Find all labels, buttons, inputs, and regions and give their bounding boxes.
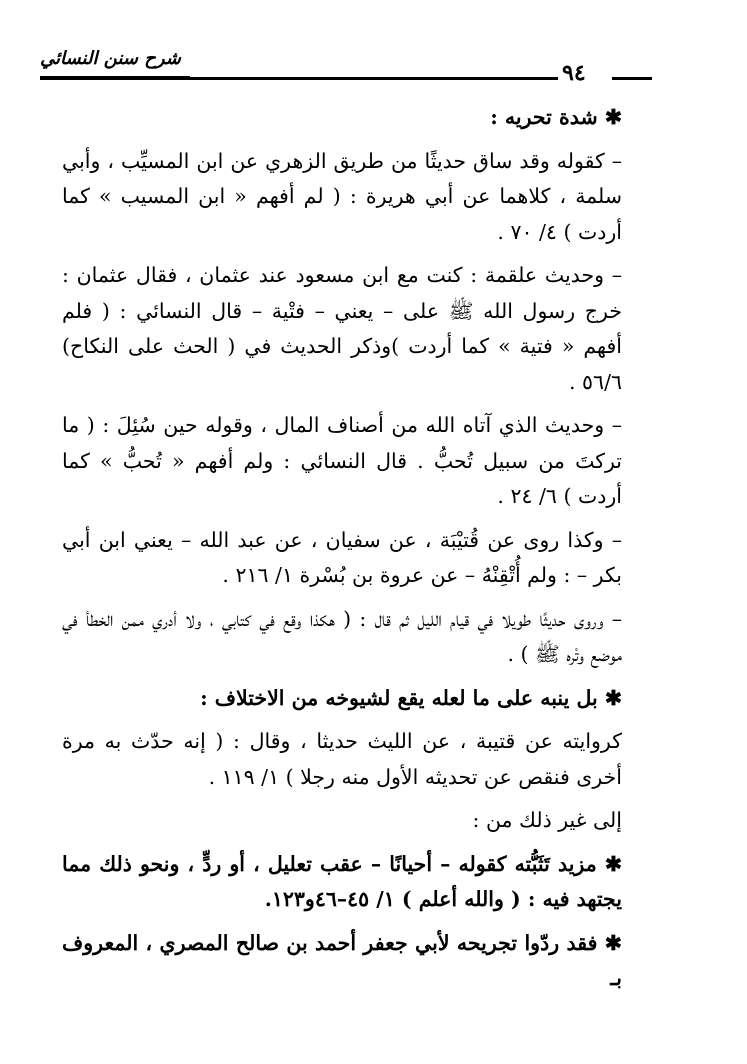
example-paragraph: – وروى حديثًا طويلا في قيام الليل ثم قال : ( هكذا وقع في كتابي ، ولا أدري ممن الخطأ في موضع وتْره ﷺ ) . xyxy=(62,606,622,666)
example-paragraph: – وحديث علقمة : كنت مع ابن مسعود عند عثمان ، فقال عثمان : خرج رسول الله ﷺ على – يعني – فتْية – قال النسائي : ( فلم أفهم « فتية » كما أردت )وذكر الحديث في ( الحث على النكاح) ٥٦/٦ . xyxy=(62,263,622,394)
example-paragraph: – وحديث الذي آتاه الله من أصناف المال ، وقوله حين سُئِلَ : ( ما تركتَ من سبيل تُحبُّ . قال النسائي : ولم أفهم « تُحبُّ » كما أردت ) ٦/ ٢٤ . xyxy=(62,413,622,508)
section-heading-rejection: ✱ فقد ردّوا تجريحه لأبي جعفر أحمد بن صالح المصري ، المعروف بـ xyxy=(62,930,622,990)
section-heading-differences: ✱ بل ينبه على ما لعله يقع لشيوخه من الاختلاف : xyxy=(200,685,622,710)
section-heading-verification: ✱ مزيد تَثَبُّته كقوله – أحيانًا – عقب تعليل ، أو ردٍّ ، ونحو ذلك مما يجتهد فيه : ( والله أعلم ) ١/ ٤٥–٤٦و١٢٣. xyxy=(62,851,622,911)
running-title: شرح سنن النسائي xyxy=(40,48,181,69)
body-paragraph: إلى غير ذلك من : xyxy=(472,808,622,832)
example-paragraph: – كقوله وقد ساق حديثًا من طريق الزهري عن ابن المسيِّب ، وأبي سلمة ، كلاهما عن أبي هريرة : ( لم أفهم « ابن المسيب » كما أردت ) ٤/ ٧٠ . xyxy=(62,148,622,244)
header-rule-right xyxy=(612,77,652,80)
page-header xyxy=(40,48,652,78)
header-rule-left xyxy=(40,77,558,80)
page-body xyxy=(62,100,622,1050)
page-number: ٩٤ xyxy=(562,60,586,86)
body-paragraph: كروايته عن قتيبة ، عن الليث حديثا ، وقال : ( إنه حدّث به مرة أخرى فنقص عن تحديثه الأول منه رجلا ) ١/ ١١٩ . xyxy=(62,729,622,789)
section-heading-accuracy: ✱ شدة تحريه : xyxy=(490,105,622,129)
example-paragraph: – وكذا روى عن قُتيْبَة ، عن سفيان ، عن عبد الله – يعني ابن أبي بكر – : ولم أُتْقِنْهُ – عن عروة بن بُسْرة ١/ ٢١٦ . xyxy=(62,527,622,587)
